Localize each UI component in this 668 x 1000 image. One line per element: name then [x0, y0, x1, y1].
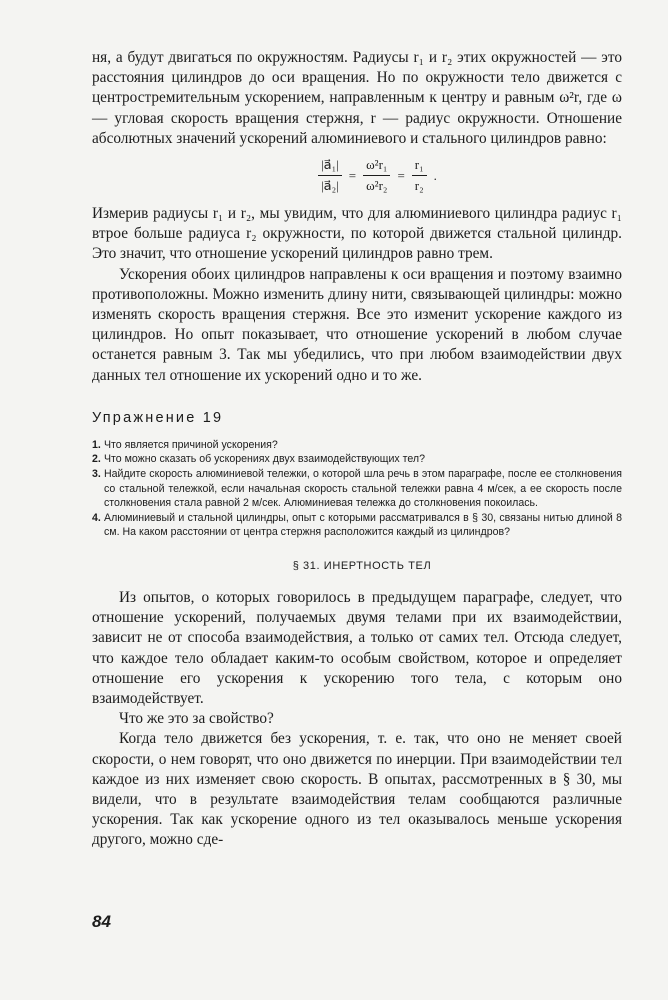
- paragraph-radii: Измерив радиусы r₁ и r₂, мы увидим, что для алюминиевого цилиндра радиус r₁ втрое больше радиуса r₂ окружности, по которой движется стальной цилиндр. Это значит, что отношение ускорений цилиндров равно трем.: [92, 205, 622, 263]
- exercise-item-text: Что можно сказать об ускорениях двух взаимодействующих тел?: [104, 453, 426, 466]
- formula-equals-2: =: [397, 167, 405, 183]
- formula-period: .: [433, 167, 437, 183]
- exercise-item-text: Что является причиной ускорения?: [104, 438, 278, 451]
- section-title: § 31. ИНЕРТНОСТЬ ТЕЛ: [292, 560, 432, 572]
- paragraph-section-1: Из опытов, о которых говорилось в предыдущем параграфе, следует, что отношение ускорений, получаемых двумя телами при их взаимодействии, зависит не от способа взаимодействия, а только от самих тел. Отсюда следует, что каждое тело обладает каким-то особым свойством, которое и определяет отношение его ускорения к ускорению того тела, с которым оно взаимодействует.: [92, 589, 622, 708]
- exercise-list: [92, 438, 622, 540]
- formula-fraction-radii: [412, 157, 427, 194]
- exercise-item-text: Найдите скорость алюминиевой тележки, о которой шла речь в этом параграфе, после ее столкновения со стальной тележкой, если начальная скорость стальной тележки равна 4 м/сек, а ее скорость после столкновения стала равной 2 м/сек. Алюминиевая тележка до столкновения покоилась.: [104, 468, 622, 510]
- exercise-item-number: 4.: [92, 511, 101, 524]
- paragraph-section-question: Что же это за свойство?: [119, 710, 274, 728]
- exercise-title: Упражнение 19: [92, 409, 224, 426]
- formula-a1: |a⃗₁|: [318, 157, 342, 176]
- formula-equals: =: [348, 167, 357, 183]
- paragraph-section-inertia: Когда тело движется без ускорения, т. е. так, что оно не меняет своей скорости, о нем говорят, что оно движется по инерции. При взаимодействии тел каждое из них изменяет свою скорость. В опытах, рассмотренных в § 30, мы видели, что в результате взаимодействия телам сообщаются различные ускорения. Так как ускорение одного из тел оказывалось меньше ускорения другого, можно сде-: [92, 730, 622, 849]
- exercise-item-text: Алюминиевый и стальной цилиндры, опыт с которыми рассматривался в § 30, связаны нитью длиной 8 см. На каком расстоянии от центра стержня расположится каждый из цилиндров?: [104, 511, 622, 539]
- exercise-item: [92, 452, 622, 467]
- formula-r2: r₂: [414, 178, 424, 194]
- exercise-item-number: 1.: [92, 438, 101, 451]
- formula-fraction-accelerations: [318, 157, 342, 194]
- acceleration-ratio-formula: [132, 157, 622, 194]
- page-number: 84: [92, 912, 111, 931]
- exercise-item: [92, 438, 622, 453]
- formula-omega-r2: ω²r₂: [366, 178, 388, 194]
- formula-omega-r1: ω²r₁: [363, 157, 390, 176]
- exercise-item: [92, 467, 622, 511]
- page-content: [92, 48, 622, 851]
- formula-a2: |a⃗₂|: [321, 178, 339, 194]
- formula-r1: r₁: [412, 157, 427, 176]
- formula-fraction-omega: [363, 157, 390, 194]
- paragraph-intro: ня, а будут двигаться по окружностям. Радиусы r₁ и r₂ этих окружностей — это расстояния цилиндров до оси вращения. Но по окружности тело движется с центростремительным ускорением, направленным к центру и равным ω²r, где ω — угловая скорость вращения стержня, r — радиус окружности. Отношение абсолютных значений ускорений алюминиевого и стального цилиндров равно:: [92, 49, 622, 147]
- paragraph-directions: Ускорения обоих цилиндров направлены к оси вращения и поэтому взаимно противоположны. Можно изменить длину нити, связывающей цилиндры: можно изменять скорость вращения стержня. Все это изменит ускорение каждого из цилиндров. Но опыт показывает, что отношение ускорений в любом случае останется равным 3. Так мы убедились, что при любом взаимодействии двух данных тел отношение их ускорений одно и то же.: [92, 265, 622, 384]
- exercise-item-number: 3.: [92, 468, 101, 481]
- exercise-item: [92, 511, 622, 540]
- exercise-item-number: 2.: [92, 453, 101, 466]
